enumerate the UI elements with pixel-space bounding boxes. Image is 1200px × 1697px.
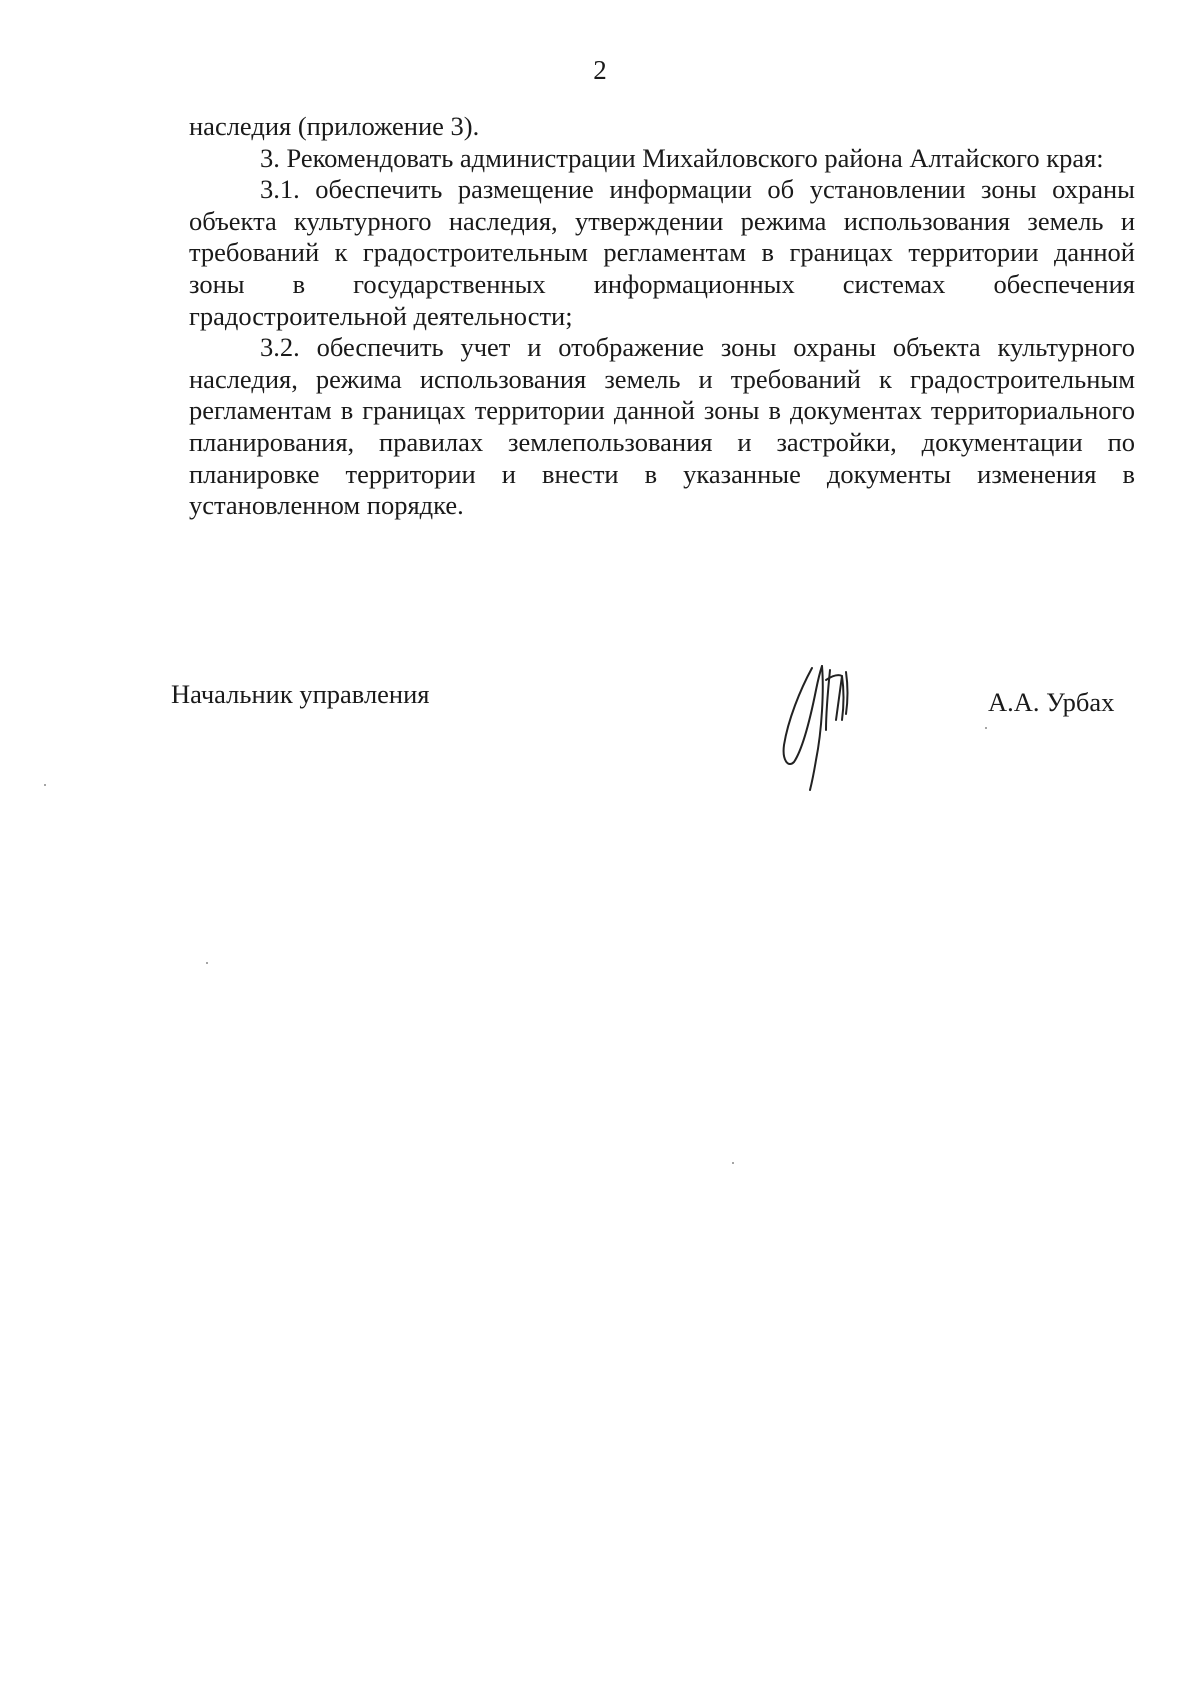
handwritten-signature <box>770 650 880 800</box>
paragraph-item-3: 3. Рекомендовать администрации Михайловского района Алтайского края: <box>260 142 1104 173</box>
signature-title: Начальник управления <box>171 679 430 709</box>
scan-speck <box>44 784 46 786</box>
paragraph-item-3-2: 3.2. обеспечить учет и отображение зоны охраны объекта культурного наследия, режима использования земель и требований к градостроительным регламентам в границах территории данной зоны в документах территориального планирования, правилах землепользования и застройки, документации по планировке территории и внести в указанные документы изменения в установленном порядке. <box>189 332 1135 521</box>
document-body <box>189 111 1135 522</box>
scan-speck <box>732 1162 734 1164</box>
scan-speck <box>206 962 208 964</box>
paragraph-continuation: наследия (приложение 3). <box>189 111 480 141</box>
signatory-name: А.А. Урбах <box>988 687 1115 717</box>
page-number: 2 <box>593 55 607 85</box>
paragraph-item-3-1: 3.1. обеспечить размещение информации об установлении зоны охраны объекта культурного наследия, утверждении режима использования земель и требований к градостроительным регламентам в границах территории данной зоны в государственных информационных системах обеспечения градостроительной деятельности; <box>189 174 1135 331</box>
scan-speck <box>985 727 987 729</box>
